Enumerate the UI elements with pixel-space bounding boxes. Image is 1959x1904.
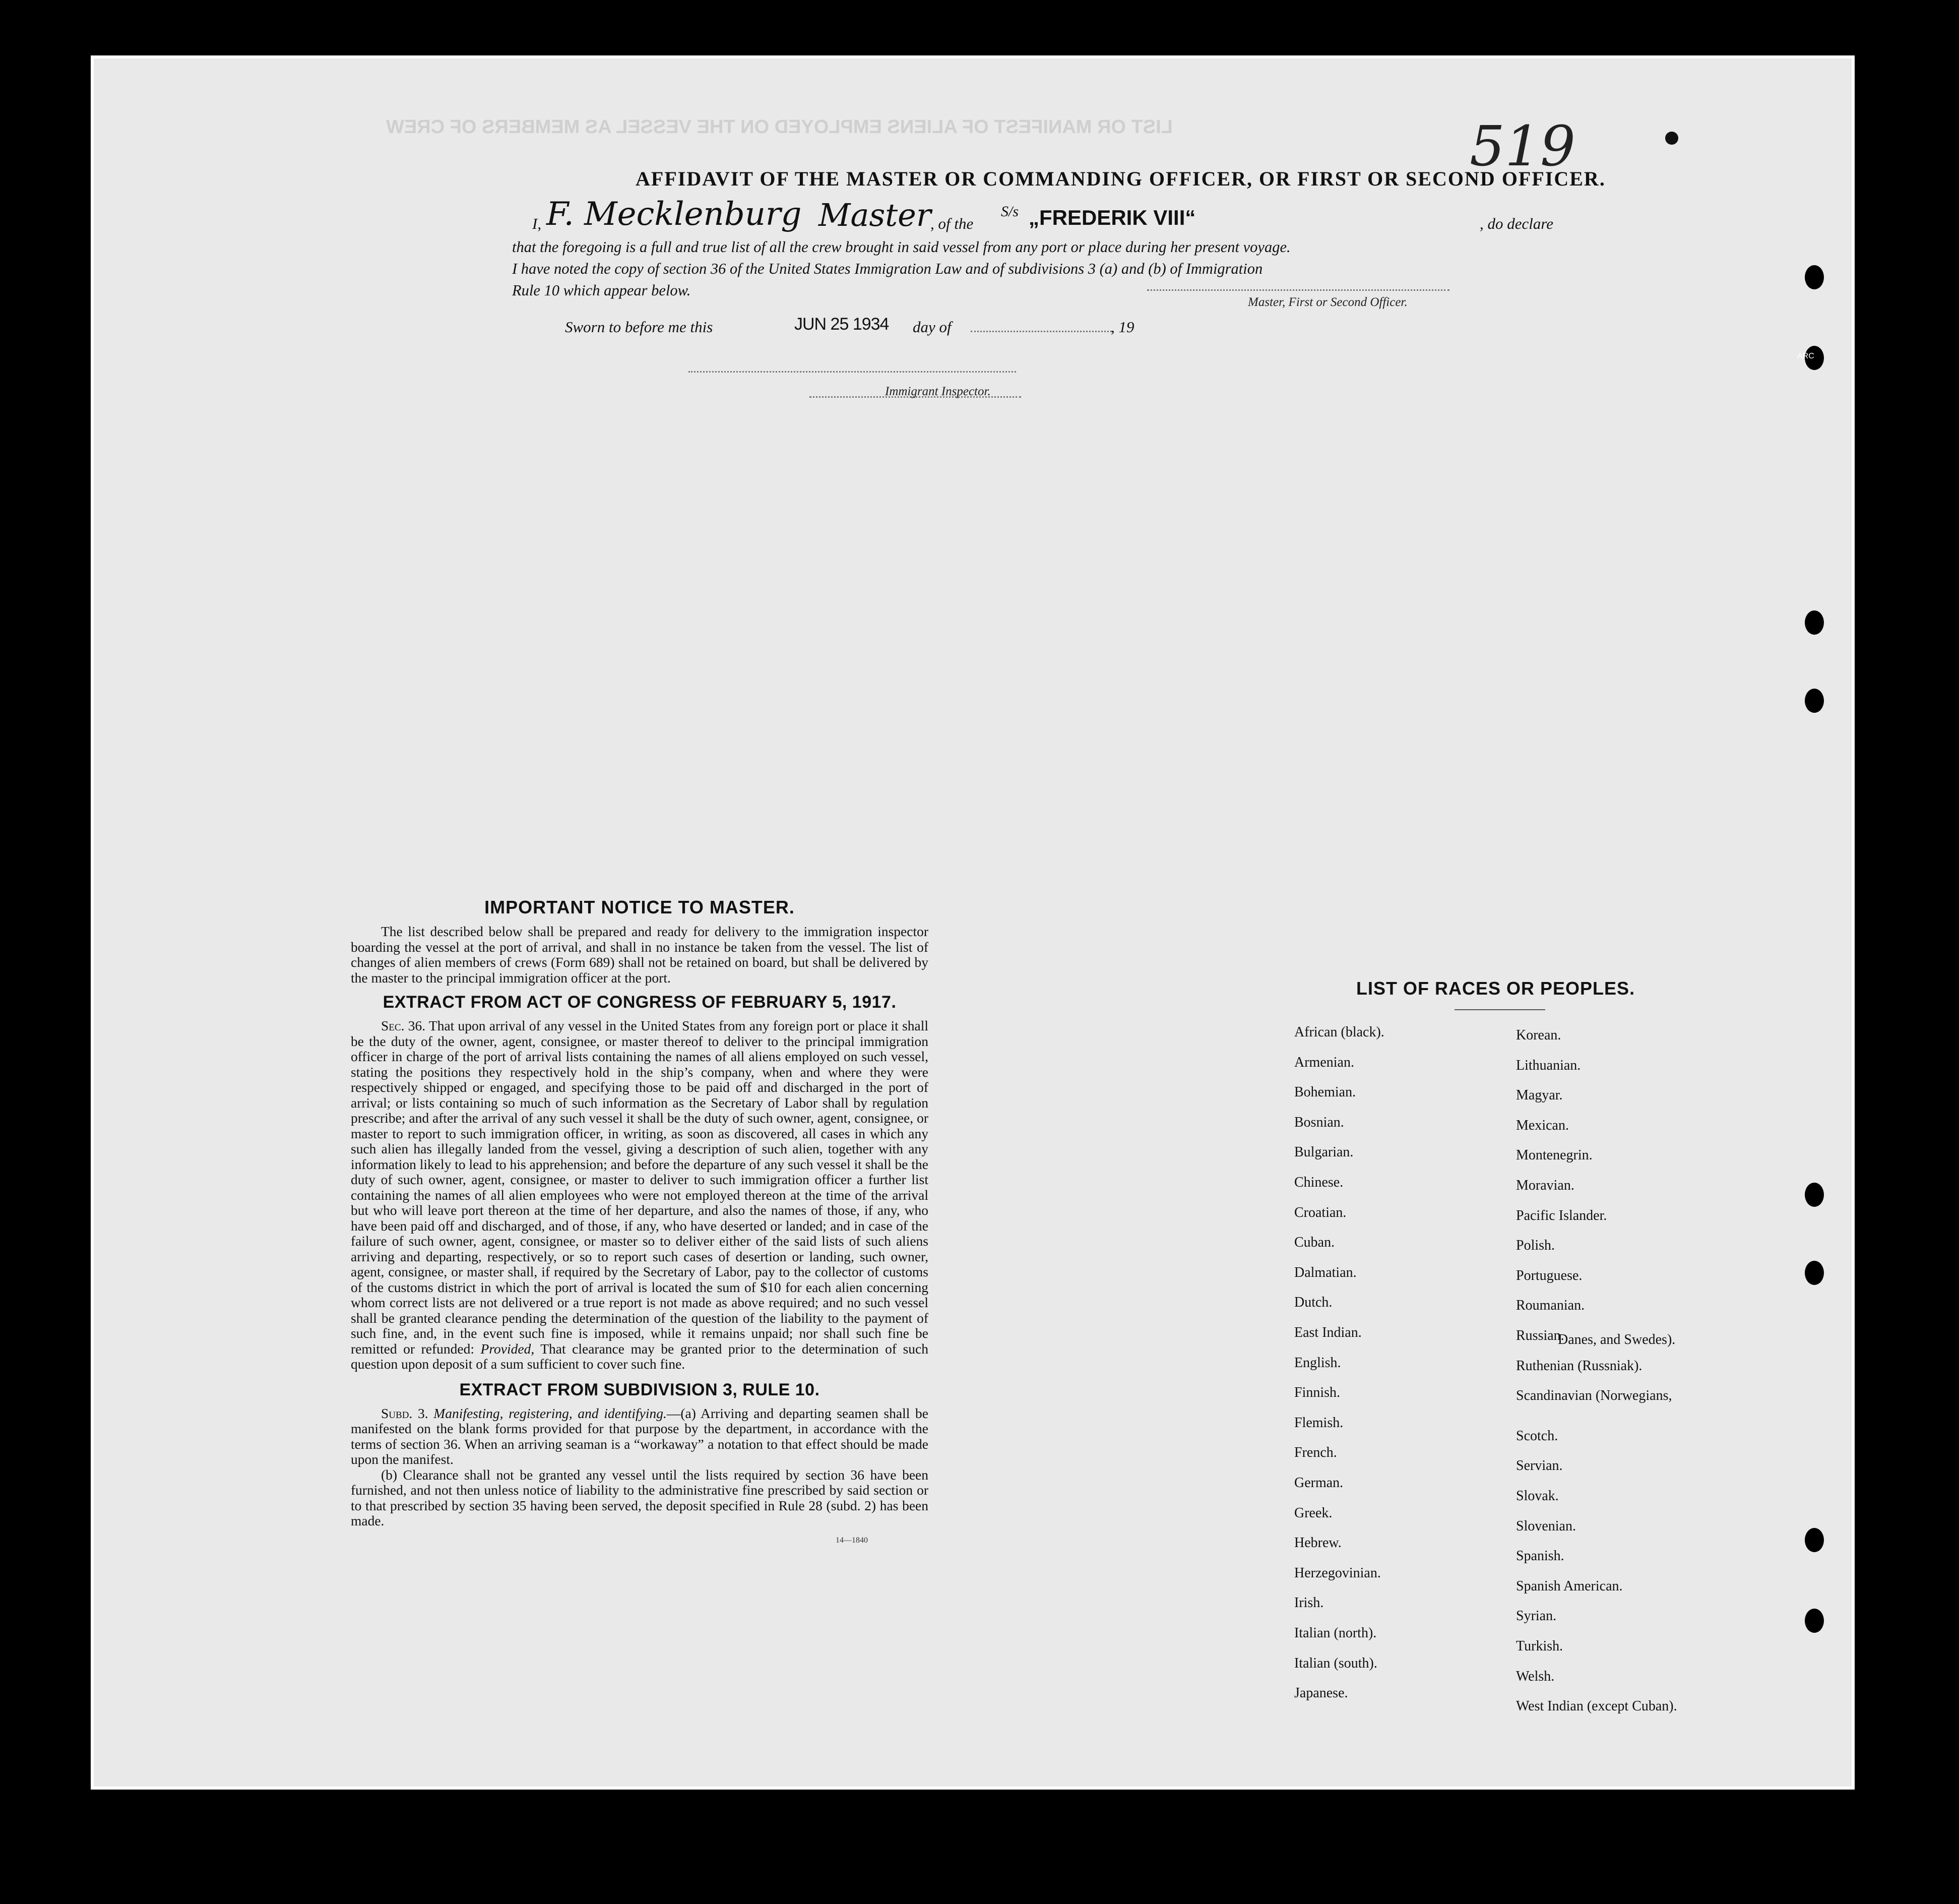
- race-item: Spanish.: [1516, 1548, 1564, 1564]
- race-item: Scotch.: [1516, 1428, 1558, 1444]
- race-item: Magyar.: [1516, 1087, 1563, 1103]
- bleed-through-heading: LIST OR MANIFEST OF ALIENS EMPLOYED ON THE VESSEL AS MEMBERS OF CREW: [386, 116, 1173, 138]
- race-item: Polish.: [1516, 1238, 1555, 1254]
- race-item: Korean.: [1516, 1027, 1561, 1043]
- extract-rule-heading: EXTRACT FROM SUBDIVISION 3, RULE 10.: [459, 1380, 820, 1399]
- race-item: Welsh.: [1516, 1668, 1555, 1684]
- race-item: Bosnian.: [1294, 1114, 1344, 1130]
- race-item: French.: [1294, 1445, 1337, 1461]
- form-number: 14—1840: [836, 1536, 868, 1545]
- extract-act-heading: EXTRACT FROM ACT OF CONGRESS OF FEBRUARY 5, 1917.: [383, 993, 897, 1012]
- race-item: Italian (south).: [1294, 1655, 1377, 1671]
- race-item: African (black).: [1294, 1024, 1384, 1040]
- race-item: Bohemian.: [1294, 1084, 1356, 1100]
- binder-hole: [1805, 1261, 1824, 1285]
- race-item: Japanese.: [1294, 1685, 1348, 1701]
- declaration-line-4: Rule 10 which appear below.: [512, 282, 691, 299]
- sec-label: Sec. 36.: [381, 1018, 426, 1033]
- provided-text: That clearance may be granted prior to the determination of such question upon deposit of a sum sufficient to cover such fine.: [351, 1340, 929, 1372]
- race-item: Herzegovinian.: [1294, 1565, 1381, 1581]
- provided-label: Provided,: [480, 1340, 535, 1357]
- race-item: Hebrew.: [1294, 1535, 1342, 1551]
- race-item: Lithuanian.: [1516, 1057, 1581, 1073]
- race-item: Russian.: [1516, 1328, 1564, 1343]
- declaration-line-1: [532, 196, 1591, 233]
- sworn-label: Sworn to before me this: [565, 318, 713, 336]
- race-item: West Indian (except Cuban).: [1516, 1698, 1677, 1714]
- subd-title: Manifesting, registering, and identifying.: [433, 1405, 667, 1421]
- ink-dot: [1665, 132, 1678, 145]
- notice-text: The list described below shall be prepared and ready for delivery to the immigration inspector boarding the vessel at the port of arrival, and shall in no instance be taken from the vessel. The list of changes of alien members of crews (Form 689) shall not be retained on board, but shall be delivered by the master to the principal immigration officer at the port.: [351, 924, 928, 986]
- race-scandinavian-continuation: Danes, and Swedes).: [1558, 1332, 1676, 1347]
- master-signature-line: [1147, 289, 1449, 291]
- vessel-name: „FREDERIK VIII“: [1029, 206, 1196, 229]
- master-rank: Master: [818, 197, 931, 233]
- race-item: Bulgarian.: [1294, 1144, 1354, 1160]
- document-page: [91, 55, 1855, 1790]
- race-item: Dutch.: [1294, 1295, 1333, 1311]
- vessel-prefix: S/s: [1001, 203, 1019, 220]
- race-item: Greek.: [1294, 1505, 1333, 1521]
- subd-a: —(a) Arriving and departing seamen shall be manifested on the blank forms provided for that purpose by the department, in accordance with the terms of section 36. When an arriving seaman is a “workaway” a notation to that effect should be made upon the manifest.: [351, 1405, 929, 1467]
- race-item: Portuguese.: [1516, 1267, 1583, 1283]
- race-item: Chinese.: [1294, 1175, 1344, 1190]
- race-item: English.: [1294, 1355, 1341, 1371]
- race-item: Pacific Islander.: [1516, 1207, 1607, 1223]
- subd-b-text: (b) Clearance shall not be granted any vessel until the lists required by section 36 have been furnished, and not then unless notice of liability to the administrative fine prescribed by said section or to that prescribed by section 35 having been served, the deposit specified in Rule 28 (subd. 2) has been made.: [351, 1466, 928, 1528]
- races-heading-rule: [1455, 1009, 1545, 1010]
- of-the-label: , of the: [930, 215, 974, 232]
- race-item: Slovak.: [1516, 1488, 1559, 1504]
- race-item: Armenian.: [1294, 1054, 1354, 1070]
- race-item: Roumanian.: [1516, 1298, 1585, 1314]
- race-item: East Indian.: [1294, 1325, 1362, 1340]
- inspector-line: [688, 371, 1016, 373]
- race-item: Cuban.: [1294, 1235, 1335, 1251]
- binder-hole: [1805, 1528, 1824, 1552]
- extract-act-text: [351, 1018, 928, 1372]
- race-item: Irish.: [1294, 1595, 1324, 1611]
- race-item: Spanish American.: [1516, 1578, 1623, 1594]
- declaration-line-3: I have noted the copy of section 36 of the United States Immigration Law and of subdivisions 3 (a) and (b) of Immigration: [512, 260, 1263, 277]
- race-item: Dalmatian.: [1294, 1264, 1357, 1280]
- declaration-line-2: that the foregoing is a full and true list of all the crew brought in said vessel from any port or place during her present voyage.: [512, 238, 1291, 256]
- binder-hole: [1805, 610, 1824, 635]
- sworn-date-stamp: JUN 25 1934: [794, 315, 889, 334]
- notice-section: [351, 897, 928, 1545]
- race-item: German.: [1294, 1475, 1344, 1491]
- binder-hole: [1805, 265, 1824, 289]
- race-item: Finnish.: [1294, 1385, 1341, 1401]
- master-signature: F. Mecklenburg: [546, 196, 802, 233]
- i-prefix: I,: [532, 215, 542, 232]
- race-item: Scandinavian (Norwegians,: [1516, 1388, 1672, 1404]
- master-label: Master, First or Second Officer.: [1248, 295, 1408, 309]
- race-item: Montenegrin.: [1516, 1147, 1593, 1163]
- page-number-mark: 519: [1470, 114, 1575, 178]
- race-item: Turkish.: [1516, 1638, 1563, 1654]
- month-line: [971, 331, 1112, 332]
- races-heading: LIST OF RACES OR PEOPLES.: [1356, 978, 1635, 999]
- subd-a-text: [351, 1406, 928, 1467]
- race-item: Syrian.: [1516, 1608, 1557, 1624]
- binder-hole: [1805, 1609, 1824, 1633]
- binder-hole: [1805, 1183, 1824, 1207]
- race-item: Mexican.: [1516, 1117, 1569, 1133]
- race-item: Ruthenian (Russniak).: [1516, 1358, 1642, 1374]
- affidavit-title: AFFIDAVIT OF THE MASTER OR COMMANDING OFFICER, OR FIRST OR SECOND OFFICER.: [636, 167, 1606, 190]
- hole-label: ARC: [1797, 352, 1814, 360]
- binder-hole: [1805, 689, 1824, 713]
- race-item: Croatian.: [1294, 1204, 1347, 1220]
- race-item: Slovenian.: [1516, 1518, 1576, 1534]
- notice-heading: IMPORTANT NOTICE TO MASTER.: [484, 897, 795, 917]
- race-item: Flemish.: [1294, 1415, 1344, 1431]
- inspector-label: Immigrant Inspector.: [885, 385, 991, 398]
- race-item: Italian (north).: [1294, 1625, 1377, 1641]
- subd-label: Subd. 3.: [381, 1405, 428, 1421]
- sec-36-text: That upon arrival of any vessel in the United States from any foreign port or place it shall be the duty of the owner, agent, consignee, or master thereof to deliver to the principal immigration officer in charge of the port of arrival lists containing the names of all aliens employed on such vessel, stating the positions they respectively hold in the ship’s company, when and where they were respectively shipped or engaged, and specifying those to be paid off and discharged in the port of arrival; or lists containing so much of such information as the Secretary of Labor shall by regulation prescribe; and after the arrival of any such vessel it shall be the duty of such owner, agent, consignee, or master to report to such immigration officer, in writing, as soon as discovered, all cases in which any such alien has illegally landed from the vessel, giving a description of such alien, together with any information likely to lead to his apprehension; and before the departure of any such vessel it shall be the duty of such owner, agent, consignee, or master to deliver to such immigration officer a further list containing the names of all alien employees who were not employed thereon at the time of the arrival but who will leave port thereon at the time of her departure, and also the names of those, if any, who have been paid off and discharged, and of those, if any, who have deserted or landed; and in case of the failure of such owner, agent, consignee, or master so to deliver either of the said lists of such aliens arriving and departing, respectively, or so to report such cases of desertion or landing, such owner, agent, consignee, or master shall, if required by the Secretary of Labor, pay to the collector of customs of the customs district in which the port of arrival is located the sum of $10 for each alien concerning whom correct lists are not delivered or a true report is not made as above required; and no such vessel shall be granted clearance pending the determination of the question of the liability to the payment of such fine, and, in the event such fine is imposed, while it remains unpaid; nor shall such fine be remitted or refunded:: [351, 1018, 929, 1357]
- do-declare-label: , do declare: [1480, 215, 1554, 232]
- year-label: , 19: [1111, 318, 1134, 336]
- day-of-label: day of: [913, 318, 952, 336]
- race-item: Moravian.: [1516, 1178, 1574, 1193]
- race-item: Servian.: [1516, 1458, 1563, 1474]
